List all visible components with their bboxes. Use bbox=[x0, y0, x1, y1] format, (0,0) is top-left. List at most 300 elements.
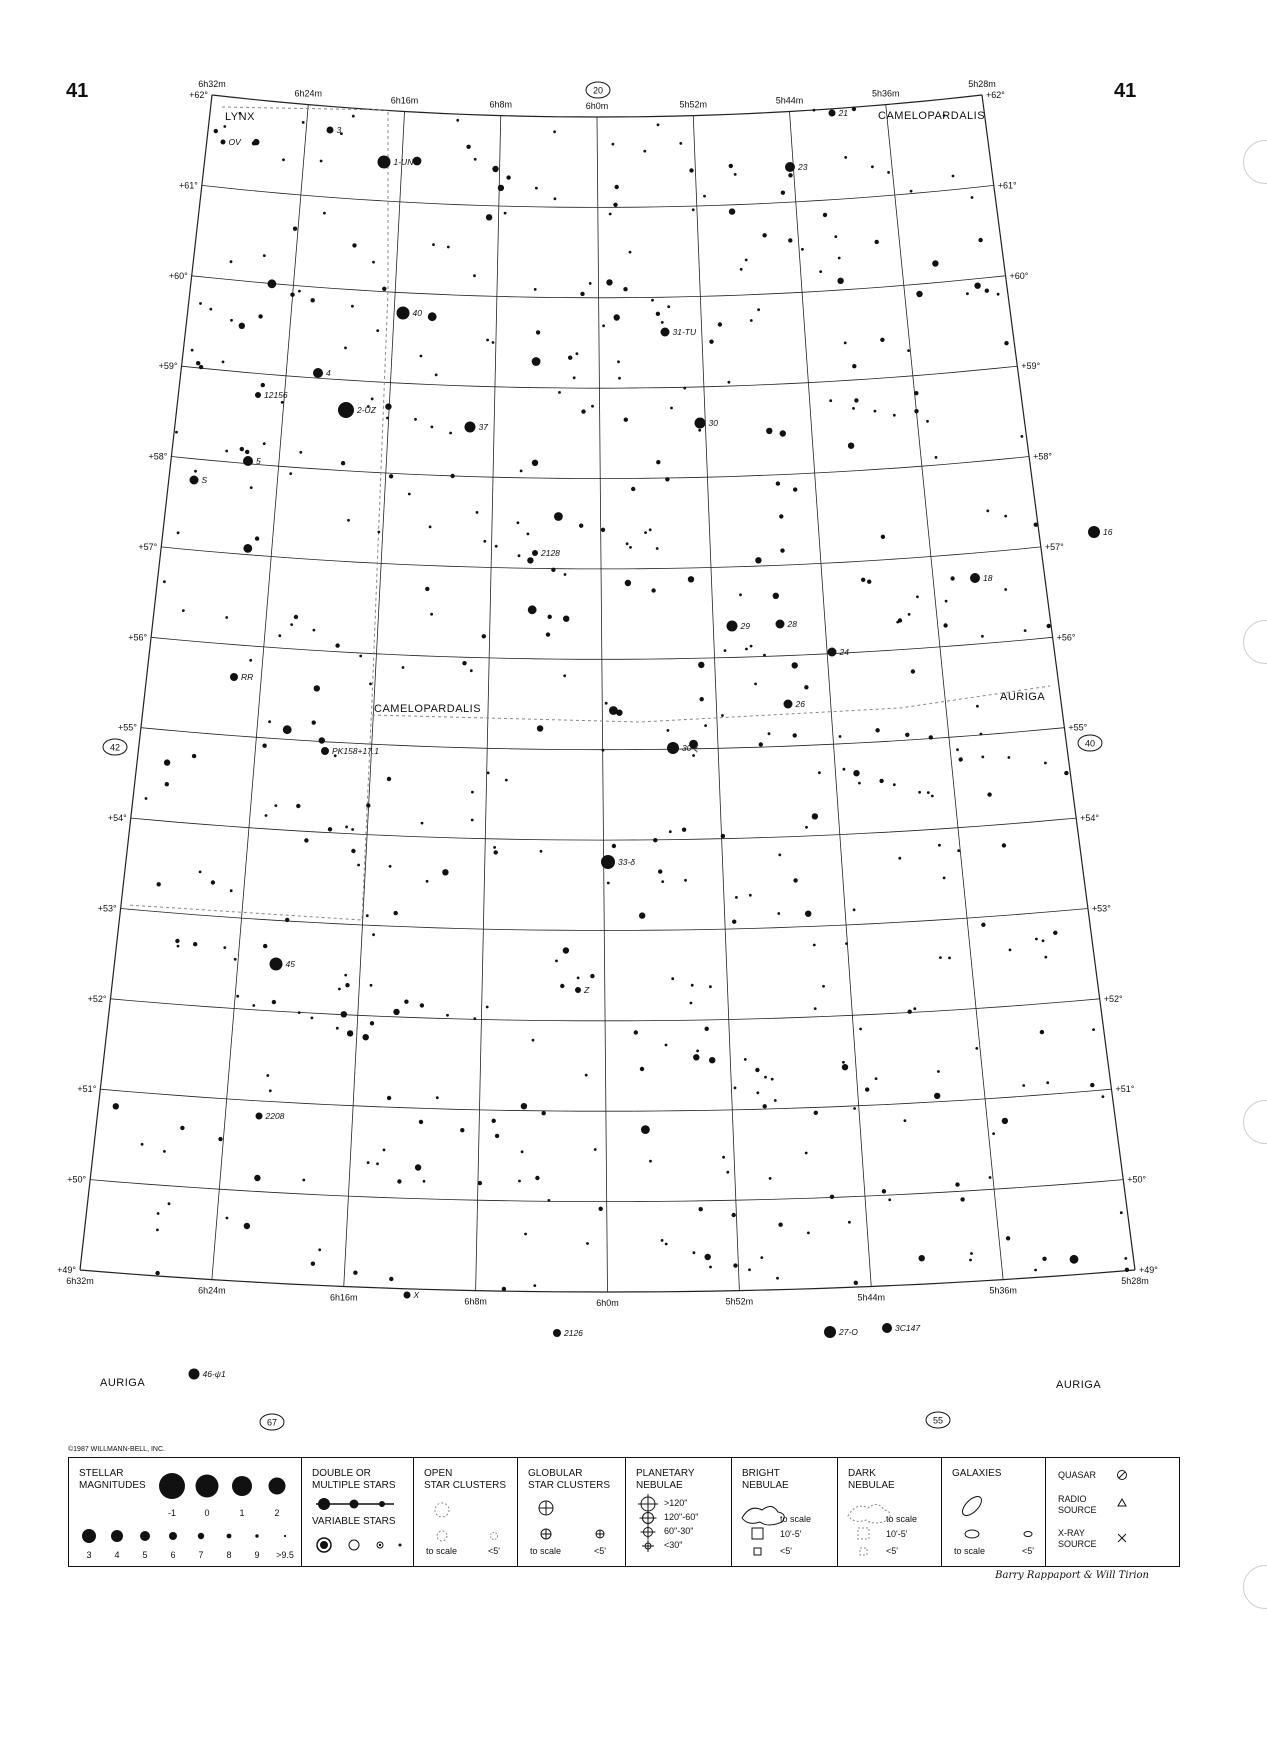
star bbox=[853, 908, 856, 911]
star bbox=[177, 531, 180, 534]
star bbox=[482, 634, 486, 638]
star bbox=[258, 314, 262, 318]
star bbox=[908, 613, 911, 616]
ra-label-bottom: 6h0m bbox=[596, 1298, 619, 1308]
star bbox=[829, 399, 832, 402]
star bbox=[788, 173, 792, 177]
star bbox=[269, 1089, 272, 1092]
star bbox=[852, 364, 856, 368]
star-label: 2128 bbox=[541, 548, 560, 558]
star bbox=[956, 748, 959, 751]
dec-label-left: +55° bbox=[118, 722, 137, 733]
legend-galaxies: GALAXIES to scale <5' bbox=[941, 1458, 1046, 1566]
star bbox=[740, 268, 743, 271]
star bbox=[957, 849, 960, 852]
coordinate-grid bbox=[80, 95, 1135, 1292]
star bbox=[615, 185, 619, 189]
star bbox=[255, 536, 259, 540]
star bbox=[199, 365, 203, 369]
star bbox=[420, 1003, 424, 1007]
star-label: Z bbox=[584, 985, 590, 995]
star bbox=[623, 287, 627, 291]
star bbox=[568, 356, 572, 360]
star bbox=[341, 1011, 347, 1017]
star bbox=[157, 882, 161, 886]
ra-label-bottom: 6h32m bbox=[66, 1276, 94, 1286]
legend-title: OPEN STAR CLUSTERS bbox=[424, 1468, 507, 1491]
star bbox=[1004, 341, 1008, 345]
magnitude-swatch bbox=[198, 1533, 204, 1539]
star bbox=[586, 1242, 589, 1245]
star bbox=[579, 524, 583, 528]
star bbox=[209, 308, 212, 311]
star bbox=[230, 319, 233, 322]
star bbox=[733, 1263, 737, 1267]
star bbox=[223, 125, 226, 128]
star bbox=[865, 1087, 869, 1091]
star bbox=[780, 430, 786, 436]
star bbox=[311, 1017, 314, 1020]
right-ascension-line bbox=[344, 112, 405, 1287]
magnitude-label: 2 bbox=[274, 1508, 280, 1518]
star-label: RR bbox=[241, 672, 254, 682]
magnitude-swatch bbox=[111, 1530, 123, 1542]
star bbox=[875, 240, 879, 244]
star bbox=[517, 521, 520, 524]
star bbox=[249, 659, 252, 662]
star bbox=[274, 804, 277, 807]
star bbox=[594, 1148, 597, 1151]
star bbox=[926, 420, 929, 423]
star bbox=[966, 292, 969, 295]
star bbox=[696, 1050, 699, 1053]
dec-label-right: +53° bbox=[1091, 903, 1111, 914]
star-label: 2-UZ bbox=[357, 405, 376, 415]
star bbox=[389, 865, 392, 868]
magnitude-swatch bbox=[269, 1478, 286, 1495]
star-label: 27-O bbox=[839, 1327, 858, 1337]
constellation-boundaries bbox=[128, 107, 1050, 920]
star bbox=[955, 1182, 959, 1186]
named-star bbox=[256, 1113, 263, 1120]
star bbox=[812, 813, 818, 819]
legend-stellar-magnitudes bbox=[69, 1458, 301, 1566]
star bbox=[665, 477, 669, 481]
star bbox=[268, 279, 277, 288]
star bbox=[641, 1125, 650, 1134]
star bbox=[553, 130, 556, 133]
star bbox=[793, 733, 797, 737]
star bbox=[336, 1027, 339, 1030]
star bbox=[777, 912, 780, 915]
star bbox=[670, 407, 673, 410]
named-star bbox=[727, 621, 738, 632]
star bbox=[875, 728, 879, 732]
named-star bbox=[776, 620, 785, 629]
star bbox=[234, 958, 237, 961]
star bbox=[939, 956, 942, 959]
star bbox=[370, 984, 373, 987]
star bbox=[910, 190, 913, 193]
named-star bbox=[378, 156, 391, 169]
star bbox=[612, 844, 616, 848]
dec-label-left: +54° bbox=[107, 813, 127, 824]
star bbox=[414, 418, 417, 421]
star bbox=[155, 1271, 159, 1275]
star bbox=[682, 828, 686, 832]
star bbox=[640, 1067, 644, 1071]
star bbox=[934, 1093, 940, 1099]
ra-label-top: 6h24m bbox=[294, 88, 323, 99]
ra-label-bottom: 5h36m bbox=[989, 1285, 1017, 1296]
star bbox=[734, 1087, 737, 1090]
dec-label-left: +53° bbox=[97, 903, 117, 914]
star bbox=[721, 714, 724, 717]
star bbox=[351, 828, 354, 831]
ra-label-bottom: 5h44m bbox=[857, 1292, 886, 1303]
star bbox=[722, 1156, 725, 1159]
star bbox=[290, 293, 294, 297]
star bbox=[504, 212, 507, 215]
star bbox=[263, 944, 267, 948]
magnitude-label: 3 bbox=[86, 1550, 92, 1560]
star bbox=[842, 1061, 845, 1064]
star bbox=[423, 1180, 426, 1183]
star bbox=[165, 782, 169, 786]
star bbox=[945, 600, 948, 603]
star bbox=[1042, 1257, 1046, 1261]
star bbox=[518, 554, 521, 557]
star bbox=[506, 175, 510, 179]
star bbox=[766, 428, 772, 434]
star bbox=[471, 791, 474, 794]
star bbox=[351, 849, 355, 853]
star bbox=[618, 377, 621, 380]
star bbox=[495, 545, 498, 548]
star bbox=[372, 933, 375, 936]
star bbox=[420, 355, 423, 358]
star bbox=[774, 1099, 777, 1102]
star bbox=[916, 595, 919, 598]
star bbox=[474, 158, 477, 161]
star bbox=[698, 429, 701, 432]
star bbox=[470, 669, 473, 672]
ra-label-bottom: 6h8m bbox=[464, 1296, 487, 1307]
constellation-name: LYNX bbox=[225, 111, 255, 123]
star bbox=[913, 1007, 916, 1010]
star bbox=[839, 735, 842, 738]
star bbox=[871, 165, 874, 168]
star bbox=[683, 387, 686, 390]
star bbox=[261, 383, 265, 387]
star bbox=[265, 814, 268, 817]
star bbox=[605, 702, 608, 705]
star bbox=[298, 290, 301, 293]
star bbox=[729, 208, 735, 214]
star-label: 30-ξ bbox=[682, 743, 699, 753]
star bbox=[888, 1198, 891, 1201]
magnitude-label: 6 bbox=[170, 1550, 176, 1560]
star bbox=[192, 754, 196, 758]
star bbox=[649, 528, 652, 531]
star bbox=[266, 1074, 269, 1077]
adjacent-chart-left-label: 42 bbox=[109, 742, 121, 753]
star bbox=[1004, 515, 1007, 518]
star bbox=[729, 164, 733, 168]
star-label: 29 bbox=[740, 621, 750, 631]
star bbox=[1009, 949, 1012, 952]
named-star bbox=[695, 418, 706, 429]
star bbox=[898, 857, 901, 860]
star bbox=[1008, 756, 1011, 759]
binder-hole bbox=[1243, 1565, 1267, 1609]
star bbox=[478, 1181, 482, 1185]
star bbox=[776, 1277, 779, 1280]
star bbox=[1124, 1257, 1127, 1260]
star bbox=[386, 417, 389, 420]
star bbox=[223, 946, 226, 949]
star bbox=[366, 803, 370, 807]
star bbox=[756, 1091, 759, 1094]
dec-label-right: +49° bbox=[1139, 1265, 1158, 1275]
star bbox=[1040, 1030, 1044, 1034]
star bbox=[927, 791, 930, 794]
star bbox=[807, 1232, 810, 1235]
star bbox=[705, 1027, 709, 1031]
named-star bbox=[338, 402, 354, 418]
star bbox=[302, 121, 305, 124]
legend-title: GALAXIES bbox=[952, 1468, 1002, 1479]
star bbox=[563, 616, 569, 622]
named-star bbox=[221, 140, 226, 145]
dec-label-left: +61° bbox=[178, 180, 198, 191]
star bbox=[845, 942, 848, 945]
ra-label-top: 6h8m bbox=[489, 99, 513, 110]
star bbox=[734, 173, 737, 176]
star bbox=[442, 869, 448, 875]
magnitude-swatch bbox=[255, 1534, 258, 1537]
star bbox=[764, 1076, 767, 1079]
star bbox=[272, 1000, 276, 1004]
adjacent-chart-right-label: 40 bbox=[1084, 738, 1096, 749]
star bbox=[520, 470, 523, 473]
star bbox=[688, 576, 694, 582]
star-label: 1-UN bbox=[393, 157, 414, 167]
ra-label-bottom: 6h24m bbox=[198, 1285, 226, 1296]
star bbox=[852, 107, 856, 111]
star bbox=[788, 238, 792, 242]
star bbox=[735, 896, 738, 899]
page-number-left: 41 bbox=[66, 80, 89, 102]
star bbox=[981, 635, 984, 638]
star bbox=[1034, 523, 1038, 527]
star bbox=[606, 279, 612, 285]
star bbox=[413, 157, 422, 166]
star bbox=[502, 1287, 506, 1291]
star bbox=[639, 912, 645, 918]
ra-label-top: 6h32m bbox=[198, 79, 226, 89]
star-label: 3C147 bbox=[895, 1323, 921, 1333]
star bbox=[558, 391, 561, 394]
star bbox=[804, 685, 808, 689]
star bbox=[1024, 629, 1027, 632]
star bbox=[281, 401, 284, 404]
star bbox=[554, 512, 563, 521]
star-label: 26 bbox=[795, 699, 805, 709]
star bbox=[607, 882, 610, 885]
star bbox=[577, 977, 580, 980]
star bbox=[311, 1262, 315, 1266]
star bbox=[792, 662, 798, 668]
magnitude-swatch bbox=[196, 1475, 219, 1498]
star-label: 16 bbox=[1103, 527, 1113, 537]
legend-double-stars bbox=[301, 1458, 414, 1566]
magnitude-label: -1 bbox=[167, 1508, 177, 1518]
star bbox=[533, 1284, 536, 1287]
star bbox=[576, 352, 579, 355]
star-label: 12156 bbox=[264, 390, 288, 400]
star bbox=[157, 1212, 160, 1215]
star bbox=[542, 1111, 546, 1115]
star bbox=[581, 409, 585, 413]
star bbox=[450, 474, 454, 478]
star bbox=[495, 1134, 499, 1138]
star-label: 2126 bbox=[564, 1328, 583, 1338]
named-star bbox=[828, 648, 837, 657]
ra-label-top: 5h44m bbox=[775, 95, 804, 106]
dec-label-left: +51° bbox=[77, 1084, 97, 1095]
legend-open-clusters: OPEN STAR CLUSTERS to scale <5' bbox=[413, 1458, 518, 1566]
star bbox=[404, 1000, 408, 1004]
star bbox=[313, 629, 316, 632]
star bbox=[724, 649, 727, 652]
star bbox=[938, 844, 941, 847]
dec-label-right: +54° bbox=[1080, 813, 1100, 824]
star bbox=[602, 324, 605, 327]
legend-title: BRIGHT NEBULAE bbox=[742, 1468, 789, 1491]
star bbox=[367, 1161, 370, 1164]
star-label: 18 bbox=[983, 573, 993, 583]
star bbox=[376, 329, 379, 332]
star bbox=[744, 1058, 747, 1061]
star bbox=[371, 398, 374, 401]
star bbox=[699, 1207, 703, 1211]
star bbox=[726, 1171, 729, 1174]
ra-label-bottom: 5h28m bbox=[1121, 1276, 1149, 1286]
star bbox=[156, 1229, 159, 1232]
named-star bbox=[785, 162, 795, 172]
star bbox=[732, 1213, 736, 1217]
dec-label-right: +58° bbox=[1033, 451, 1052, 462]
star bbox=[853, 770, 859, 776]
star bbox=[415, 1164, 421, 1170]
star bbox=[684, 879, 687, 882]
star bbox=[426, 880, 429, 883]
star bbox=[518, 1180, 521, 1183]
star bbox=[290, 623, 293, 626]
star bbox=[312, 720, 316, 724]
star bbox=[591, 405, 594, 408]
named-star bbox=[1088, 526, 1100, 538]
star bbox=[252, 1004, 255, 1007]
star bbox=[245, 450, 249, 454]
page-number-right: 41 bbox=[1114, 80, 1137, 102]
dec-label-right: +59° bbox=[1021, 361, 1041, 372]
star bbox=[1090, 1083, 1094, 1087]
star bbox=[950, 576, 954, 580]
star bbox=[778, 1223, 782, 1227]
star bbox=[667, 729, 670, 732]
magnitude-label: 9 bbox=[254, 1550, 260, 1560]
star bbox=[1021, 435, 1024, 438]
star bbox=[226, 1217, 229, 1220]
author-signature: Barry Rappaport & Will Tirion bbox=[995, 1570, 1149, 1581]
star bbox=[389, 1277, 393, 1281]
star bbox=[1034, 1269, 1037, 1272]
dec-label-left: +49° bbox=[57, 1265, 76, 1275]
star bbox=[1035, 938, 1038, 941]
star bbox=[1120, 1211, 1123, 1214]
star bbox=[759, 742, 763, 746]
legend-quasar: QUASAR bbox=[1058, 1470, 1097, 1480]
star bbox=[669, 830, 672, 833]
star bbox=[534, 288, 537, 291]
star bbox=[363, 1034, 369, 1040]
legend-dark-nebulae: DARK NEBULAE to scale 10'-5' <5' bbox=[837, 1458, 942, 1566]
star bbox=[1002, 843, 1006, 847]
star bbox=[763, 1104, 767, 1108]
named-star bbox=[230, 673, 238, 681]
star bbox=[580, 292, 584, 296]
star bbox=[629, 546, 632, 549]
star bbox=[573, 376, 576, 379]
magnitude-label: 7 bbox=[198, 1550, 204, 1560]
star bbox=[679, 142, 682, 145]
star bbox=[298, 1011, 301, 1014]
star bbox=[532, 460, 538, 466]
star-label: OV bbox=[228, 137, 241, 147]
magnitude-swatch bbox=[159, 1473, 185, 1499]
star bbox=[976, 705, 979, 708]
constellation-name: AURIGA bbox=[100, 1377, 146, 1389]
star bbox=[486, 1006, 489, 1009]
star bbox=[236, 995, 239, 998]
star bbox=[750, 645, 753, 648]
star bbox=[748, 1268, 751, 1271]
dec-label-right: +55° bbox=[1068, 722, 1088, 733]
named-star bbox=[189, 1369, 200, 1380]
star bbox=[893, 414, 896, 417]
star bbox=[476, 511, 479, 514]
magnitude-swatch bbox=[169, 1532, 177, 1540]
star bbox=[296, 804, 300, 808]
star bbox=[771, 1078, 774, 1081]
star bbox=[975, 1047, 978, 1050]
star bbox=[986, 510, 989, 513]
star bbox=[372, 261, 375, 264]
star bbox=[854, 398, 858, 402]
star bbox=[739, 593, 742, 596]
star bbox=[113, 1103, 119, 1109]
star bbox=[419, 1120, 423, 1124]
chart-legend bbox=[68, 1457, 1180, 1567]
dec-label-right: +60° bbox=[1009, 270, 1029, 281]
star bbox=[230, 260, 233, 263]
star bbox=[590, 974, 594, 978]
star bbox=[882, 1189, 886, 1193]
magnitude-label: >9.5 bbox=[276, 1550, 294, 1560]
star bbox=[347, 1030, 353, 1036]
